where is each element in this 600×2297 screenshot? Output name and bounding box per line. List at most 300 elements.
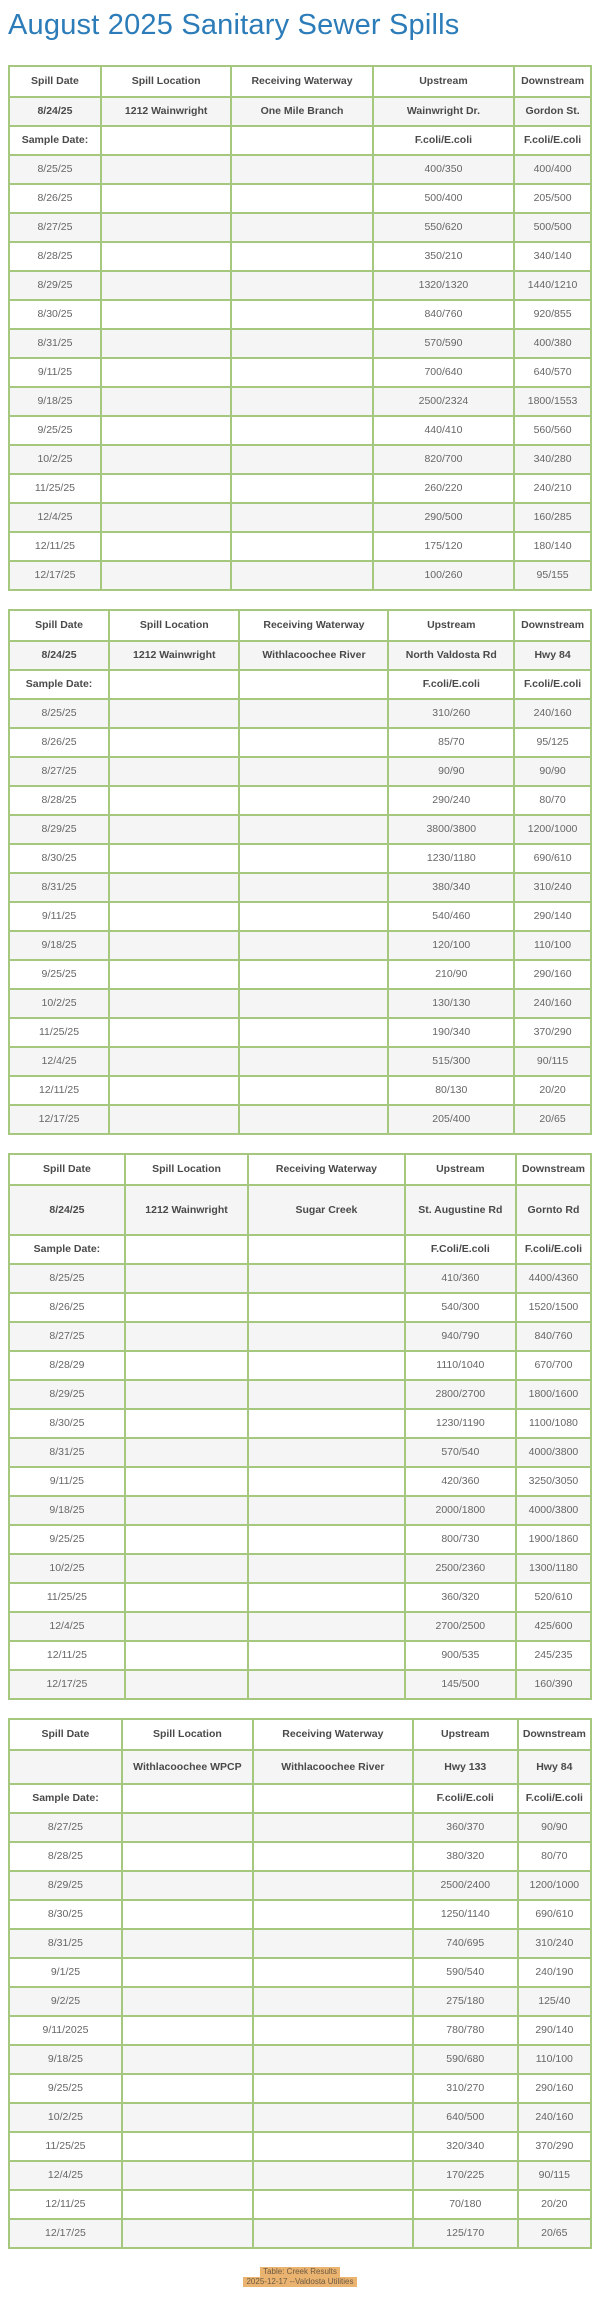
table-cell: 940/790: [405, 1322, 516, 1351]
table-cell: 690/610: [518, 1900, 591, 1929]
table-cell: 11/25/25: [9, 1018, 109, 1047]
spill-info-row: [9, 1750, 591, 1784]
table-cell: 500/500: [514, 213, 591, 242]
table-cell: Hwy 133: [413, 1750, 518, 1784]
table-cell: 9/18/25: [9, 387, 101, 416]
table-cell: [109, 844, 239, 873]
sample-result-row: [9, 2190, 591, 2219]
table-cell: [122, 1871, 253, 1900]
table-cell: 12/11/25: [9, 1076, 109, 1105]
table-cell: [248, 1235, 405, 1264]
column-header: Downstream: [514, 610, 591, 641]
sample-result-row: [9, 445, 591, 474]
sample-result-row: [9, 757, 591, 786]
table-cell: [101, 300, 231, 329]
table-cell: [109, 989, 239, 1018]
table-cell: 590/540: [413, 1958, 518, 1987]
table-cell: [125, 1612, 248, 1641]
table-cell: 540/460: [388, 902, 514, 931]
table-cell: [253, 1784, 413, 1813]
sample-result-row: [9, 1641, 591, 1670]
table-cell: 310/270: [413, 2074, 518, 2103]
table-cell: [122, 1929, 253, 1958]
table-cell: 320/340: [413, 2132, 518, 2161]
table-cell: 90/90: [514, 757, 591, 786]
table-cell: [109, 1018, 239, 1047]
table-cell: [109, 757, 239, 786]
table-cell: 80/70: [518, 1842, 591, 1871]
table-cell: [248, 1293, 405, 1322]
table-cell: 2000/1800: [405, 1496, 516, 1525]
table-cell: [253, 2161, 413, 2190]
table-cell: 125/40: [518, 1987, 591, 2016]
table-cell: [231, 358, 372, 387]
sample-result-row: [9, 1293, 591, 1322]
table-cell: 8/27/25: [9, 757, 109, 786]
table-cell: 170/225: [413, 2161, 518, 2190]
table-cell: 80/70: [514, 786, 591, 815]
table-cell: 8/27/25: [9, 1813, 122, 1842]
page-title: August 2025 Sanitary Sewer Spills: [8, 9, 460, 41]
table-cell: [109, 1076, 239, 1105]
table-cell: 360/370: [413, 1813, 518, 1842]
table-cell: [253, 2074, 413, 2103]
sample-result-row: [9, 242, 591, 271]
table-cell: 8/29/25: [9, 271, 101, 300]
table-cell: 10/2/25: [9, 445, 101, 474]
column-header: Spill Date: [9, 1719, 122, 1750]
sample-result-row: [9, 532, 591, 561]
table-cell: [239, 1076, 388, 1105]
table-cell: [248, 1351, 405, 1380]
table-cell: 290/160: [518, 2074, 591, 2103]
table-cell: 8/29/25: [9, 815, 109, 844]
table-cell: [239, 1105, 388, 1134]
table-cell: [109, 873, 239, 902]
table-cell: 20/65: [514, 1105, 591, 1134]
table-cell: F.coli/E.coli: [373, 126, 514, 155]
table-cell: Withlacoochee WPCP: [122, 1750, 253, 1784]
table-cell: [122, 2045, 253, 2074]
table-cell: 9/25/25: [9, 960, 109, 989]
sample-result-row: [9, 1264, 591, 1293]
table-cell: [125, 1235, 248, 1264]
table-cell: [248, 1583, 405, 1612]
sample-result-row: [9, 1813, 591, 1842]
sample-result-row: [9, 1047, 591, 1076]
table-cell: 8/28/25: [9, 786, 109, 815]
table-cell: 12/17/25: [9, 2219, 122, 2248]
table-cell: [248, 1641, 405, 1670]
column-header: Receiving Waterway: [231, 66, 372, 97]
table-cell: 12/11/25: [9, 1641, 125, 1670]
table-cell: 1212 Wainwright: [125, 1185, 248, 1235]
sample-result-row: [9, 1380, 591, 1409]
table-cell: [231, 532, 372, 561]
sample-result-row: [9, 989, 591, 1018]
table-cell: [253, 1842, 413, 1871]
table-cell: 590/680: [413, 2045, 518, 2074]
table-cell: 9/18/25: [9, 1496, 125, 1525]
table-cell: [231, 445, 372, 474]
table-cell: 240/160: [514, 699, 591, 728]
table-cell: [248, 1670, 405, 1699]
table-cell: [248, 1438, 405, 1467]
table-cell: [253, 2103, 413, 2132]
table-cell: [248, 1322, 405, 1351]
table-cell: 160/390: [516, 1670, 591, 1699]
header-row: [9, 66, 591, 97]
spill-table-withlacoochee-river-wainwright: [8, 609, 592, 1135]
table-cell: 2700/2500: [405, 1612, 516, 1641]
sample-result-row: [9, 329, 591, 358]
table-cell: 190/340: [388, 1018, 514, 1047]
table-cell: [101, 126, 231, 155]
table-cell: Sample Date:: [9, 126, 101, 155]
sample-result-row: [9, 474, 591, 503]
table-cell: 1212 Wainwright: [109, 641, 239, 670]
table-cell: [109, 960, 239, 989]
table-cell: [231, 300, 372, 329]
table-cell: 175/120: [373, 532, 514, 561]
table-cell: Sample Date:: [9, 670, 109, 699]
table-cell: 840/760: [516, 1322, 591, 1351]
table-cell: 260/220: [373, 474, 514, 503]
table-cell: [231, 184, 372, 213]
table-cell: 12/17/25: [9, 561, 101, 590]
table-cell: 205/400: [388, 1105, 514, 1134]
spill-info-row: [9, 641, 591, 670]
sample-result-row: [9, 1525, 591, 1554]
table-cell: [231, 213, 372, 242]
table-cell: [122, 2074, 253, 2103]
table-cell: [239, 873, 388, 902]
table-cell: [239, 902, 388, 931]
table-cell: [101, 271, 231, 300]
table-cell: 310/260: [388, 699, 514, 728]
table-cell: [248, 1496, 405, 1525]
table-cell: 240/210: [514, 474, 591, 503]
column-header: Upstream: [373, 66, 514, 97]
table-cell: 290/500: [373, 503, 514, 532]
table-cell: 500/400: [373, 184, 514, 213]
table-cell: 2800/2700: [405, 1380, 516, 1409]
table-cell: 1200/1000: [514, 815, 591, 844]
table-cell: [125, 1409, 248, 1438]
table-cell: 1800/1600: [516, 1380, 591, 1409]
table-cell: 9/11/25: [9, 902, 109, 931]
column-header: Spill Date: [9, 66, 101, 97]
table-cell: 20/20: [518, 2190, 591, 2219]
table-cell: [239, 960, 388, 989]
sample-result-row: [9, 1438, 591, 1467]
table-cell: F.coli/E.coli: [516, 1235, 591, 1264]
sample-result-row: [9, 1842, 591, 1871]
table-cell: 145/500: [405, 1670, 516, 1699]
table-cell: [122, 2161, 253, 2190]
table-cell: 8/26/25: [9, 1293, 125, 1322]
column-header: Receiving Waterway: [253, 1719, 413, 1750]
table-cell: 350/210: [373, 242, 514, 271]
sample-result-row: [9, 699, 591, 728]
table-cell: [253, 1958, 413, 1987]
table-cell: [248, 1467, 405, 1496]
table-cell: [101, 503, 231, 532]
table-cell: 560/560: [514, 416, 591, 445]
table-cell: 90/90: [388, 757, 514, 786]
sample-result-row: [9, 561, 591, 590]
table-cell: 8/30/25: [9, 300, 101, 329]
table-cell: 160/285: [514, 503, 591, 532]
table-cell: 2500/2400: [413, 1871, 518, 1900]
table-cell: [122, 1813, 253, 1842]
table-cell: [253, 1813, 413, 1842]
table-cell: [253, 2190, 413, 2219]
table-cell: 1200/1000: [518, 1871, 591, 1900]
table-cell: [122, 2132, 253, 2161]
sample-result-row: [9, 1496, 591, 1525]
table-cell: [101, 242, 231, 271]
table-cell: Sugar Creek: [248, 1185, 405, 1235]
table-cell: 80/130: [388, 1076, 514, 1105]
table-cell: [253, 1871, 413, 1900]
table-cell: [125, 1554, 248, 1583]
table-cell: [122, 1987, 253, 2016]
table-cell: 1230/1180: [388, 844, 514, 873]
sample-result-row: [9, 1900, 591, 1929]
table-cell: 240/160: [518, 2103, 591, 2132]
table-cell: 800/730: [405, 1525, 516, 1554]
table-cell: [101, 358, 231, 387]
table-cell: 515/300: [388, 1047, 514, 1076]
sample-result-row: [9, 1987, 591, 2016]
table-cell: [109, 1105, 239, 1134]
sample-result-row: [9, 815, 591, 844]
table-cell: [101, 561, 231, 590]
table-cell: [125, 1467, 248, 1496]
sample-result-row: [9, 786, 591, 815]
table-cell: [231, 416, 372, 445]
table-cell: 780/780: [413, 2016, 518, 2045]
column-header: Spill Date: [9, 1154, 125, 1185]
sample-result-row: [9, 1409, 591, 1438]
table-cell: [253, 1929, 413, 1958]
table-cell: 205/500: [514, 184, 591, 213]
table-cell: [231, 155, 372, 184]
table-cell: [231, 329, 372, 358]
sample-result-row: [9, 873, 591, 902]
table-cell: 840/760: [373, 300, 514, 329]
header-row: [9, 1154, 591, 1185]
sample-result-row: [9, 902, 591, 931]
table-cell: 8/29/25: [9, 1871, 122, 1900]
sample-result-row: [9, 1958, 591, 1987]
table-cell: Gornto Rd: [516, 1185, 591, 1235]
table-cell: 85/70: [388, 728, 514, 757]
table-cell: Wainwright Dr.: [373, 97, 514, 126]
table-cell: 12/11/25: [9, 532, 101, 561]
table-cell: 8/30/25: [9, 1900, 122, 1929]
table-cell: 9/25/25: [9, 1525, 125, 1554]
table-cell: 120/100: [388, 931, 514, 960]
sample-result-row: [9, 184, 591, 213]
sample-result-row: [9, 2074, 591, 2103]
sample-result-row: [9, 2219, 591, 2248]
sample-date-label-row: [9, 1235, 591, 1264]
table-cell: [122, 1784, 253, 1813]
table-cell: [231, 126, 372, 155]
table-cell: 1300/1180: [516, 1554, 591, 1583]
table-cell: [125, 1322, 248, 1351]
table-cell: [239, 757, 388, 786]
table-cell: [122, 2190, 253, 2219]
table-cell: 410/360: [405, 1264, 516, 1293]
table-cell: 400/380: [514, 329, 591, 358]
table-cell: [253, 2045, 413, 2074]
table-cell: [109, 815, 239, 844]
table-cell: 12/11/25: [9, 2190, 122, 2219]
table-cell: 95/155: [514, 561, 591, 590]
sample-result-row: [9, 387, 591, 416]
table-cell: 1520/1500: [516, 1293, 591, 1322]
table-cell: [125, 1496, 248, 1525]
sample-result-row: [9, 1583, 591, 1612]
table-cell: 70/180: [413, 2190, 518, 2219]
table-cell: 240/160: [514, 989, 591, 1018]
header-row: [9, 1719, 591, 1750]
table-cell: [239, 786, 388, 815]
table-cell: [109, 1047, 239, 1076]
table-cell: 8/27/25: [9, 213, 101, 242]
sample-result-row: [9, 2132, 591, 2161]
column-header: Upstream: [413, 1719, 518, 1750]
table-cell: 8/31/25: [9, 1438, 125, 1467]
table-cell: St. Augustine Rd: [405, 1185, 516, 1235]
table-cell: 8/26/25: [9, 184, 101, 213]
table-cell: [101, 155, 231, 184]
table-cell: 9/11/25: [9, 358, 101, 387]
table-cell: 8/25/25: [9, 155, 101, 184]
sample-result-row: [9, 503, 591, 532]
sample-result-row: [9, 2103, 591, 2132]
table-cell: 11/25/25: [9, 474, 101, 503]
table-cell: 90/90: [518, 1813, 591, 1842]
table-cell: 380/340: [388, 873, 514, 902]
table-cell: 8/26/25: [9, 728, 109, 757]
table-cell: [248, 1409, 405, 1438]
table-cell: [253, 2219, 413, 2248]
table-cell: 340/140: [514, 242, 591, 271]
sample-date-label-row: [9, 126, 591, 155]
sample-result-row: [9, 1105, 591, 1134]
column-header: Receiving Waterway: [248, 1154, 405, 1185]
table-cell: [248, 1525, 405, 1554]
sample-result-row: [9, 1612, 591, 1641]
table-cell: 9/1/25: [9, 1958, 122, 1987]
sample-date-label-row: [9, 1784, 591, 1813]
table-cell: [101, 474, 231, 503]
table-cell: 1230/1190: [405, 1409, 516, 1438]
caption-line-1: Table: Creek Results: [260, 2267, 340, 2277]
table-cell: F.coli/E.coli: [514, 126, 591, 155]
column-header: Spill Date: [9, 610, 109, 641]
table-cell: 125/170: [413, 2219, 518, 2248]
table-cell: 8/25/25: [9, 1264, 125, 1293]
sample-result-row: [9, 1554, 591, 1583]
table-cell: 310/240: [514, 873, 591, 902]
sample-result-row: [9, 931, 591, 960]
table-cell: [125, 1380, 248, 1409]
table-cell: [253, 2016, 413, 2045]
column-header: Downstream: [518, 1719, 591, 1750]
sample-result-row: [9, 1871, 591, 1900]
spill-table-withlacoochee-wpcp: [8, 1718, 592, 2249]
table-cell: 900/535: [405, 1641, 516, 1670]
column-header: Upstream: [405, 1154, 516, 1185]
table-cell: 290/140: [514, 902, 591, 931]
table-cell: 370/290: [518, 2132, 591, 2161]
table-cell: [239, 1047, 388, 1076]
table-cell: Hwy 84: [518, 1750, 591, 1784]
sample-result-row: [9, 1929, 591, 1958]
table-cell: 8/30/25: [9, 844, 109, 873]
table-cell: 340/280: [514, 445, 591, 474]
spill-info-row: [9, 97, 591, 126]
table-cell: 130/130: [388, 989, 514, 1018]
sample-result-row: [9, 844, 591, 873]
table-cell: 8/27/25: [9, 1322, 125, 1351]
table-cell: 110/100: [514, 931, 591, 960]
table-cell: 690/610: [514, 844, 591, 873]
table-cell: [125, 1641, 248, 1670]
table-cell: [109, 902, 239, 931]
table-cell: 4000/3800: [516, 1496, 591, 1525]
table-cell: 740/695: [413, 1929, 518, 1958]
table-cell: 8/31/25: [9, 1929, 122, 1958]
table-cell: 3800/3800: [388, 815, 514, 844]
sample-result-row: [9, 1076, 591, 1105]
table-cell: [248, 1380, 405, 1409]
table-cell: 12/17/25: [9, 1670, 125, 1699]
table-cell: [125, 1264, 248, 1293]
table-cell: 9/2/25: [9, 1987, 122, 2016]
table-cell: 12/17/25: [9, 1105, 109, 1134]
table-cell: 9/25/25: [9, 2074, 122, 2103]
table-cell: Hwy 84: [514, 641, 591, 670]
table-cell: 290/240: [388, 786, 514, 815]
table-cell: [101, 213, 231, 242]
table-cell: 8/24/25: [9, 641, 109, 670]
sample-result-row: [9, 155, 591, 184]
table-cell: [9, 1750, 122, 1784]
table-cell: [239, 670, 388, 699]
column-header: Downstream: [516, 1154, 591, 1185]
table-cell: 820/700: [373, 445, 514, 474]
sample-result-row: [9, 416, 591, 445]
spill-table-one-mile-branch: [8, 65, 592, 591]
table-cell: [239, 728, 388, 757]
table-cell: Sample Date:: [9, 1235, 125, 1264]
table-cell: [231, 561, 372, 590]
table-cell: 520/610: [516, 1583, 591, 1612]
sample-result-row: [9, 2045, 591, 2074]
table-cell: [248, 1554, 405, 1583]
table-cell: F.coli/E.coli: [388, 670, 514, 699]
sample-result-row: [9, 1467, 591, 1496]
table-cell: 1900/1860: [516, 1525, 591, 1554]
sample-result-row: [9, 271, 591, 300]
table-cell: 1440/1210: [514, 271, 591, 300]
